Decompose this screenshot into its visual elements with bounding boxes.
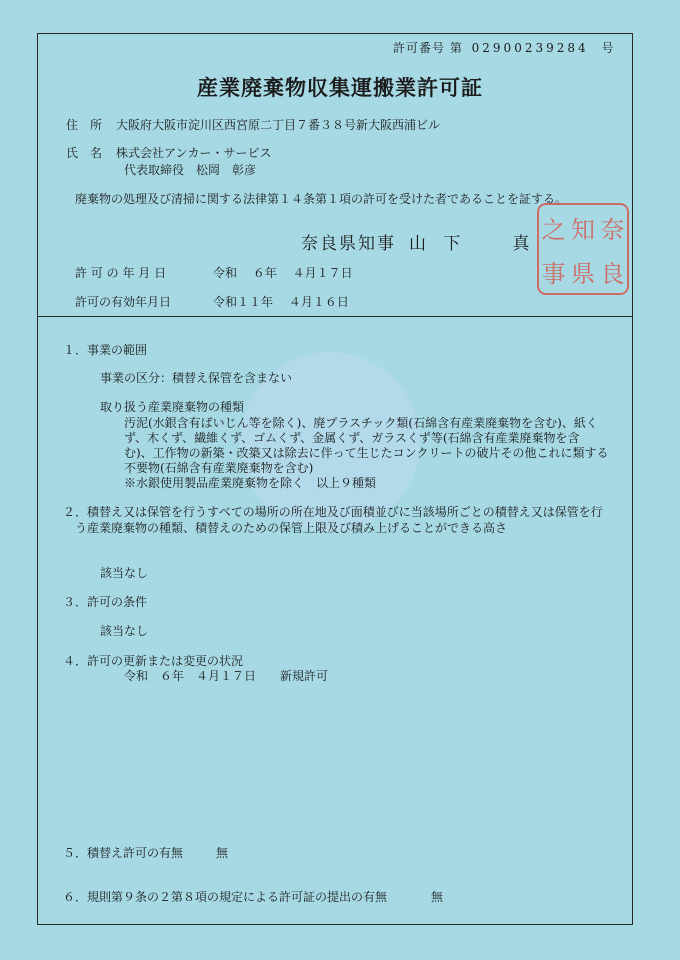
valid-until-value: 令和１１年 ４月１６日: [213, 295, 349, 309]
section5-value: 無: [216, 846, 229, 860]
section3-value: 該当なし: [100, 624, 149, 638]
governor-name: 山 下 真: [409, 234, 536, 254]
section2-value: 該当なし: [100, 566, 149, 580]
permit-number-suffix: 号: [601, 41, 615, 55]
address-label: 住 所: [66, 118, 103, 132]
section4-heading: ４．許可の更新または変更の状況: [63, 654, 244, 668]
section2-heading: ２．積替え又は保管を行うすべての場所の所在地及び面積並びに当該場所ごとの積替え又は保管を行: [63, 505, 603, 519]
section5-heading: ５．積替え許可の有無: [63, 846, 184, 860]
official-seal: [537, 203, 629, 295]
seal-char: 良: [600, 259, 625, 288]
business-category: 事業の区分：積替え保管を含まない: [100, 371, 293, 385]
address-value: 大阪府大阪市淀川区西宮原二丁目７番３８号新大阪西浦ビル: [116, 118, 441, 132]
name-label: 氏 名: [66, 146, 103, 160]
waste-types-line: 不要物(石綿含有産業廃棄物を含む): [124, 461, 314, 475]
divider-line: [37, 316, 633, 317]
section6-heading: ６．規則第９条の２第８項の規定による許可証の提出の有無: [63, 890, 388, 904]
representative-name: 代表取締役 松岡 彰彦: [124, 163, 257, 177]
seal-char: 県: [570, 259, 595, 288]
waste-types-line: 汚泥(水銀含有ばいじん等を除く)、廃プラスチック類(石綿含有産業廃棄物を含む)、紙く: [124, 416, 598, 430]
seal-char: 奈: [600, 215, 625, 244]
waste-types-line: む)、工作物の新築・改築又は除去に伴って生じたコンクリートの破片その他これに類する: [124, 446, 609, 460]
certification-statement: 廃棄物の処理及び清掃に関する法律第１４条第１項の許可を受けた者であることを証する。: [75, 192, 568, 206]
section2-heading-cont: う産業廃棄物の種類、積替えのための保管上限及び積み上げることができる高さ: [75, 521, 508, 535]
governor-title: 奈良県知事: [301, 234, 396, 254]
permit-number-row: [393, 41, 614, 56]
section4-value: 令和 ６年 ４月１７日 新規許可: [124, 669, 329, 683]
permit-number-label: 許可番号 第: [393, 41, 463, 55]
seal-char: 知: [570, 215, 595, 244]
seal-char: 之: [541, 215, 566, 244]
issue-date-value: 令和 ６年 ４月１７日: [213, 266, 353, 280]
certificate-title: 産業廃棄物収集運搬業許可証: [197, 75, 483, 100]
waste-types-heading: 取り扱う産業廃棄物の種類: [100, 400, 245, 414]
seal-char: 事: [541, 259, 566, 288]
section3-heading: ３．許可の条件: [63, 595, 148, 609]
valid-until-label: 許可の有効年月日: [75, 295, 172, 309]
issue-date-label: 許 可 の 年 月 日: [75, 266, 167, 280]
section6-value: 無: [431, 890, 444, 904]
waste-types-line: ず、木くず、繊維くず、ゴムくず、金属くず、ガラスくず等(石綿含有産業廃棄物を含: [124, 431, 580, 445]
section1-heading: １．事業の範囲: [63, 343, 148, 357]
waste-types-line: ※水銀使用製品産業廃棄物を除く 以上９種類: [124, 476, 377, 490]
permit-number: 02900239284: [471, 41, 589, 55]
company-name: 株式会社アンカー・サービス: [116, 146, 272, 160]
